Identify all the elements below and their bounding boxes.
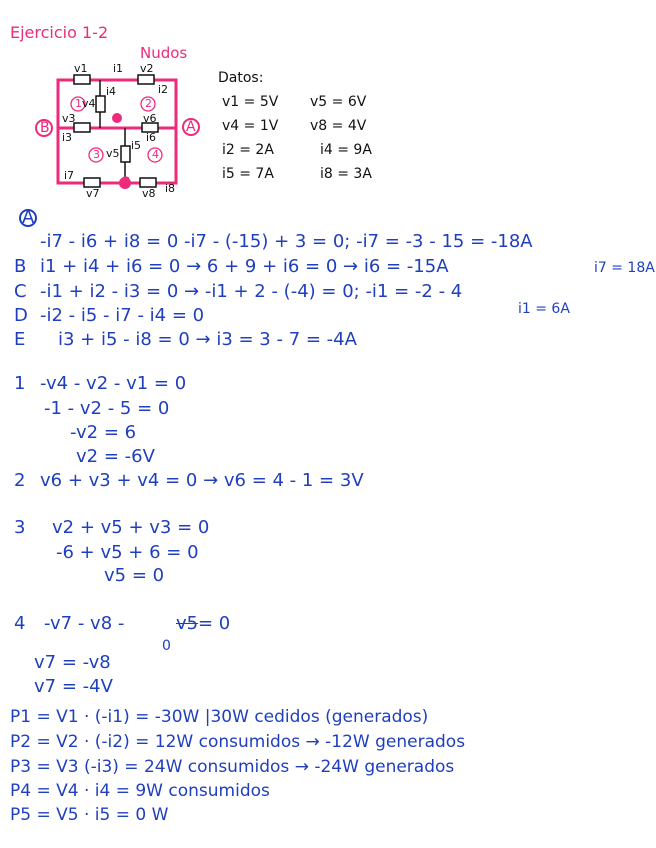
note-i1: i1 = 6A	[518, 301, 570, 317]
mesh-3-label: 3	[14, 517, 26, 538]
datos-r3c0: i5 = 7A	[222, 166, 274, 182]
label-v4: v4	[82, 97, 96, 110]
node-d-dot	[112, 113, 122, 123]
mesh-4-line-3: v7 = -4V	[34, 676, 113, 697]
mesh-4-line-1: -v7 - v8 -	[44, 613, 125, 634]
power-line-4: P4 = V4 · i4 = 9W consumidos	[10, 781, 270, 801]
label-i2: i2	[158, 83, 169, 96]
mesh-2-line-1: v6 + v3 + v4 = 0 → v6 = 4 - 1 = 3V	[40, 470, 364, 491]
label-i4: i4	[106, 85, 117, 98]
note-i7: i7 = 18A	[594, 260, 655, 276]
mesh-4-crossed-v5: v5	[176, 613, 199, 634]
label-i6: i6	[146, 131, 157, 144]
power-line-2: P2 = V2 · (-i2) = 12W consumidos → -12W generados	[10, 732, 466, 752]
resistor-v8	[140, 178, 156, 187]
resistor-v4	[96, 96, 105, 112]
label-i1: i1	[113, 62, 124, 75]
datos-r2c0: i2 = 2A	[222, 142, 274, 158]
mesh-3-line-1: v2 + v5 + v3 = 0	[52, 517, 210, 538]
datos-r2c1: i4 = 9A	[320, 142, 372, 158]
mesh-1-line-1: -v4 - v2 - v1 = 0	[40, 373, 187, 394]
node-label-a: A	[186, 119, 196, 135]
node-b-label: B	[14, 256, 27, 277]
label-v3: v3	[62, 112, 76, 125]
power-line-3: P3 = V3 (-i3) = 24W consumidos → -24W generados	[10, 757, 455, 777]
power-line-1: P1 = V1 · (-i1) = -30W |30W cedidos (generados)	[10, 707, 429, 727]
label-v5: v5	[106, 147, 120, 160]
datos-title: Datos:	[218, 70, 264, 86]
mesh-4-line-2: v7 = -v8	[34, 652, 111, 673]
label-v8: v8	[142, 187, 156, 200]
mesh-label-4: 4	[152, 148, 159, 161]
resistor-v5	[121, 146, 130, 162]
mesh-label-3: 3	[93, 148, 100, 161]
label-v2: v2	[140, 62, 154, 75]
mesh-4-line-1-end: = 0	[198, 613, 231, 634]
node-e-equation: i3 + i5 - i8 = 0 → i3 = 3 - 7 = -4A	[58, 329, 357, 350]
node-label-c: C	[120, 175, 130, 191]
label-i5: i5	[131, 139, 142, 152]
datos-r1c0: v4 = 1V	[222, 118, 279, 134]
resistor-v3	[74, 123, 90, 132]
label-i8: i8	[165, 182, 176, 195]
node-b-equation: i1 + i4 + i6 = 0 → 6 + 9 + i6 = 0 → i6 = -15A	[40, 256, 449, 277]
label-v7: v7	[86, 187, 100, 200]
node-a-equation: -i7 - i6 + i8 = 0 -i7 - (-15) + 3 = 0; -i7 = -3 - 15 = -18A	[40, 231, 533, 252]
datos-r0c0: v1 = 5V	[222, 94, 279, 110]
power-line-5: P5 = V5 · i5 = 0 W	[10, 805, 169, 825]
node-d-label: D	[14, 305, 28, 326]
node-d-equation: -i2 - i5 - i7 - i4 = 0	[40, 305, 205, 326]
datos-r1c1: v8 = 4V	[310, 118, 367, 134]
mesh-4-label: 4	[14, 613, 26, 634]
resistor-v1	[74, 75, 90, 84]
page-subtitle: Nudos	[140, 44, 188, 62]
mesh-1-line-2: -1 - v2 - 5 = 0	[44, 398, 170, 419]
mesh-3-line-3: v5 = 0	[104, 565, 165, 586]
mesh-label-1: 1	[75, 97, 82, 110]
datos-r0c1: v5 = 6V	[310, 94, 367, 110]
resistor-v7	[84, 178, 100, 187]
mesh-4-zero: 0	[162, 638, 171, 654]
node-e-label: E	[14, 329, 26, 350]
mesh-1-label: 1	[14, 373, 26, 394]
node-a-label: A	[22, 207, 35, 228]
datos-r3c1: i8 = 3A	[320, 166, 372, 182]
label-i7: i7	[64, 169, 75, 182]
node-c-equation: -i1 + i2 - i3 = 0 → -i1 + 2 - (-4) = 0; -i1 = -2 - 4	[40, 281, 463, 302]
label-v1: v1	[74, 62, 88, 75]
resistor-v2	[138, 75, 154, 84]
mesh-2-label: 2	[14, 470, 26, 491]
node-label-b: B	[40, 120, 50, 136]
node-c-label: C	[14, 281, 27, 302]
label-v6: v6	[143, 112, 157, 125]
mesh-label-2: 2	[145, 97, 152, 110]
mesh-3-line-2: -6 + v5 + 6 = 0	[56, 542, 199, 563]
mesh-1-line-3: -v2 = 6	[70, 422, 137, 443]
page-title: Ejercicio 1-2	[10, 23, 109, 42]
mesh-1-line-4: v2 = -6V	[76, 446, 155, 467]
label-i3: i3	[62, 131, 73, 144]
